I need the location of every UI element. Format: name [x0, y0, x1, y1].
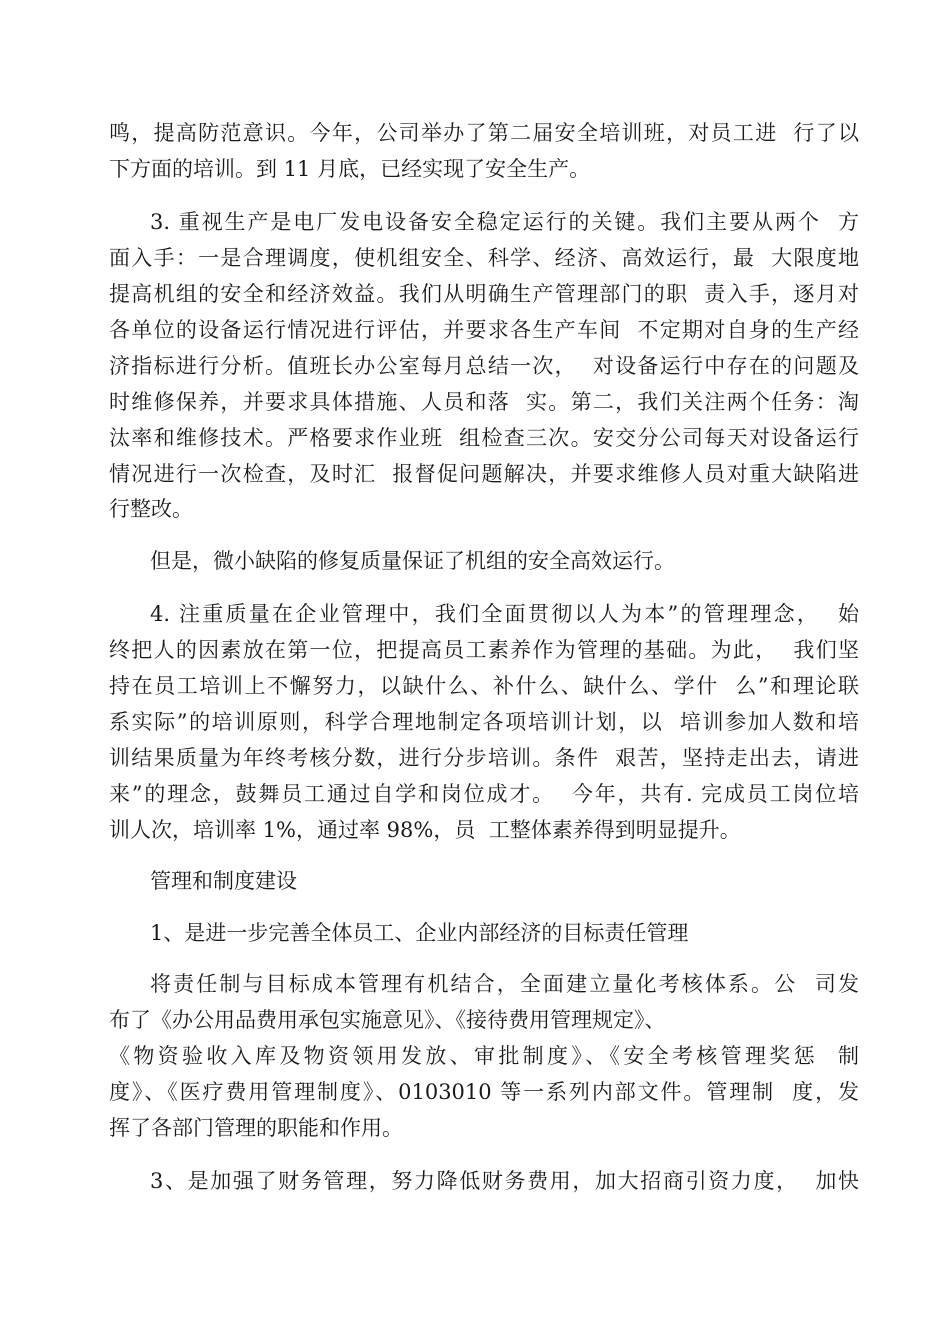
- text-line: 《物资验收入库及物资领用发放、审批制度》、《安全考核管理奖惩 制: [109, 1044, 859, 1068]
- text-line: 3、是加强了财务管理，努力降低财务费用，加大招商引资力度， 加快: [150, 1169, 859, 1193]
- text-line: 时维修保养，并要求具体措施、人员和落 实。第二，我们关注两个任务：淘: [109, 390, 859, 414]
- text-line: 持在员工培训上不懈努力，以缺什么、补什么、缺什么、学什 么”和理论联: [109, 674, 859, 698]
- text-line: 训人次，培训率 1%，通过率 98%，员 工整体素养得到明显提升。: [109, 818, 741, 842]
- text-line: 4. 注重质量在企业管理中，我们全面贯彻以人为本”的管理理念， 始: [150, 602, 859, 626]
- text-line: 系实际”的培训原则，科学合理地制定各项培训计划，以 培训参加人数和培: [109, 710, 859, 734]
- text-line: 但是，微小缺陷的修复质量保证了机组的安全高效运行。: [150, 549, 675, 573]
- text-line: 面入手：一是合理调度，使机组安全、科学、经济、高效运行，最 大限度地: [109, 246, 859, 270]
- text-line: 终把人的因素放在第一位，把提高员工素养作为管理的基础。为此， 我们坚: [109, 638, 859, 662]
- text-line: 训结果质量为年终考核分数，进行分步培训。条件 艰苦，坚持走出去，请进: [109, 746, 859, 770]
- section-heading: 管理和制度建设: [150, 869, 297, 893]
- text-line: 汰率和维修技术。严格要求作业班 组检查三次。安交分公司每天对设备运行: [109, 426, 859, 450]
- text-line: 度》、《医疗费用管理制度》、0103010 等一系列内部文件。管理制 度，发: [109, 1080, 859, 1104]
- text-line: 情况进行一次检查，及时汇 报督促问题解决，并要求维修人员对重大缺陷进: [109, 462, 859, 486]
- text-line: 济指标进行分析。值班长办公室每月总结一次， 对设备运行中存在的问题及: [109, 354, 859, 378]
- text-line: 鸣，提高防范意识。今年，公司举办了第二届安全培训班，对员工进 行了以: [109, 121, 859, 145]
- text-line: 布了《办公用品费用承包实施意见》、《接待费用管理规定》、: [109, 1008, 666, 1032]
- text-line: 1、是进一步完善全体员工、企业内部经济的目标责任管理: [150, 921, 689, 945]
- text-line: 提高机组的安全和经济效益。我们从明确生产管理部门的职 责入手，逐月对: [109, 282, 859, 306]
- text-line: 下方面的培训。到 11 月底，已经实现了安全生产。: [109, 157, 591, 181]
- text-line: 行整改。: [109, 497, 193, 521]
- text-line: 来”的理念，鼓舞员工通过自学和岗位成才。 今年，共有. 完成员工岗位培: [109, 782, 859, 806]
- text-line: 将责任制与目标成本管理有机结合，全面建立量化考核体系。公 司发: [150, 972, 859, 996]
- text-line: 挥了各部门管理的职能和作用。: [109, 1116, 403, 1140]
- text-line: 各单位的设备运行情况进行评估，并要求各生产车间 不定期对自身的生产经: [109, 318, 859, 342]
- text-line: 3. 重视生产是电厂发电设备安全稳定运行的关键。我们主要从两个 方: [150, 210, 859, 234]
